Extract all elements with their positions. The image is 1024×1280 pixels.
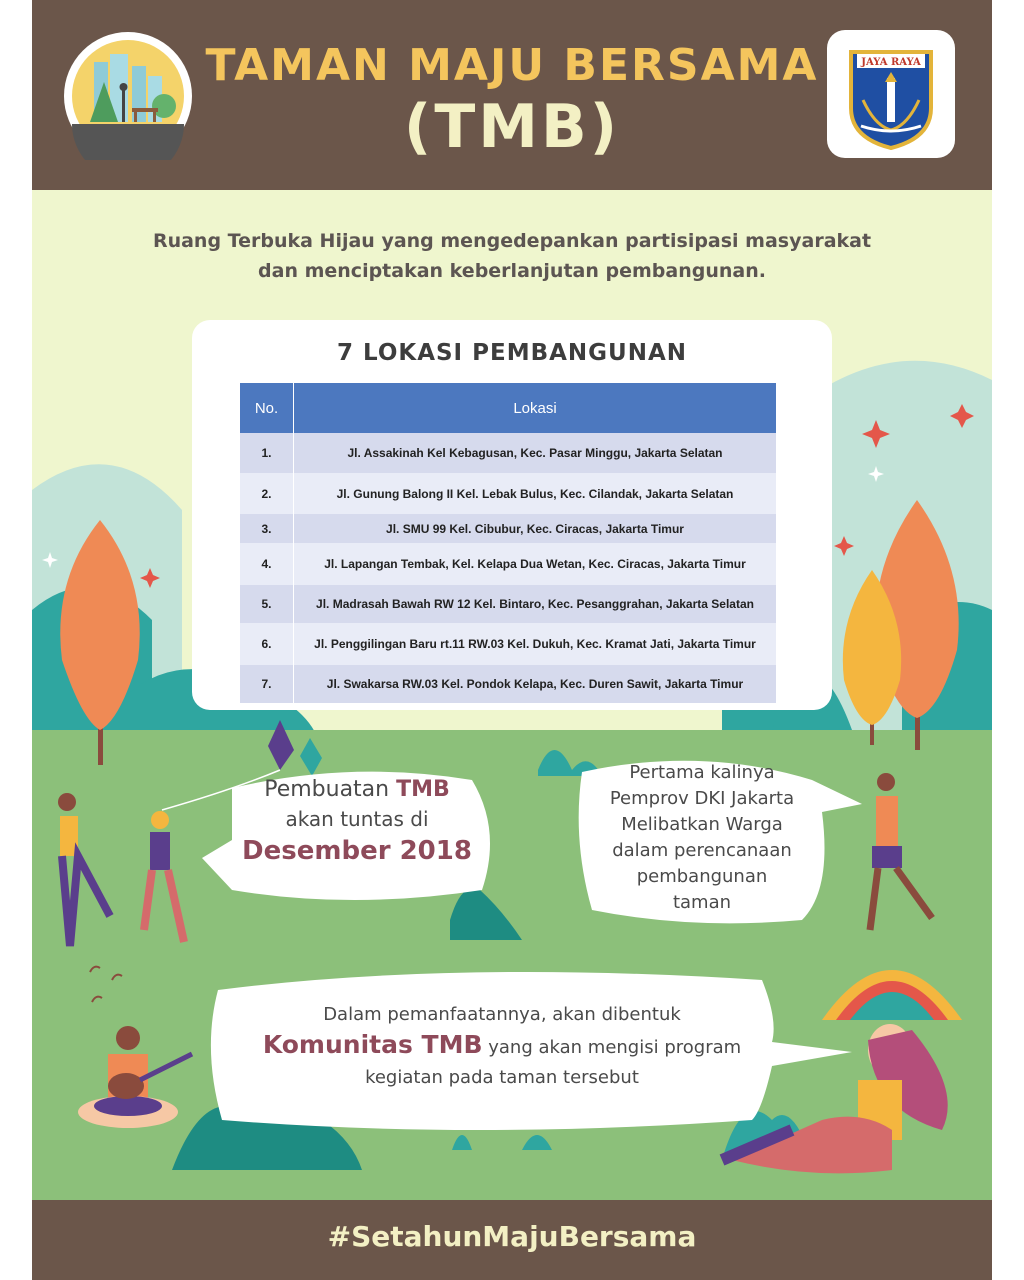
header <box>32 0 992 190</box>
row-number: 3. <box>240 514 294 543</box>
poster <box>32 0 992 1280</box>
subtitle-line-1: Ruang Terbuka Hijau yang mengedepankan partisipasi masyarakat <box>152 230 872 252</box>
bubble-community-line-1: Dalam pemanfaatannya, akan dibentuk <box>323 1004 681 1025</box>
subtitle <box>92 226 932 286</box>
row-number: 5. <box>240 585 294 623</box>
bubble-participation-line: Pertama kalinya <box>629 762 775 783</box>
jakarta-seal-logo <box>827 30 955 158</box>
bubble-completion-line-2: akan tuntas di <box>285 807 429 831</box>
table-row <box>240 665 776 703</box>
table-row <box>240 473 776 514</box>
column-header-lokasi: Lokasi <box>294 383 776 433</box>
locations-title: 7 LOKASI PEMBANGUNAN <box>336 340 688 366</box>
bubble-participation-line: pembangunan <box>636 866 768 887</box>
row-number: 7. <box>240 665 294 703</box>
footer <box>32 1200 992 1280</box>
table-row <box>240 433 776 473</box>
table-row <box>240 585 776 623</box>
bubble-community-highlight: Komunitas TMB <box>262 1030 483 1059</box>
seal-text: JAYA RAYA <box>861 57 921 68</box>
row-number: 2. <box>240 473 294 514</box>
bubble-community-text <box>232 1000 772 1093</box>
row-location: Jl. Assakinah Kel Kebagusan, Kec. Pasar Minggu, Jakarta Selatan <box>294 433 776 473</box>
bubble-completion-date: Desember 2018 <box>242 836 472 866</box>
jakarta-emblem-icon <box>827 30 955 158</box>
row-number: 4. <box>240 543 294 585</box>
table-header-row <box>240 383 776 433</box>
title-line-1: TAMAN MAJU BERSAMA <box>205 40 819 91</box>
bubble-completion-prefix: Pembuatan <box>264 777 397 802</box>
table-row <box>240 623 776 665</box>
row-location: Jl. SMU 99 Kel. Cibubur, Kec. Ciracas, Jakarta Timur <box>294 514 776 543</box>
bubble-completion-text <box>237 775 477 869</box>
column-header-no: No. <box>240 383 294 433</box>
title-line-2: (TMB) <box>403 92 621 162</box>
row-number: 1. <box>240 433 294 473</box>
row-location: Jl. Madrasah Bawah RW 12 Kel. Bintaro, Kec. Pesanggrahan, Jakarta Selatan <box>294 585 776 623</box>
row-location: Jl. Gunung Balong II Kel. Lebak Bulus, Kec. Cilandak, Jakarta Selatan <box>294 473 776 514</box>
locations-card <box>192 320 832 710</box>
bubble-participation-line: dalam perencanaan <box>612 840 792 861</box>
row-location: Jl. Penggilingan Baru rt.11 RW.03 Kel. Dukuh, Kec. Kramat Jati, Jakarta Timur <box>294 623 776 665</box>
row-number: 6. <box>240 623 294 665</box>
table-row <box>240 514 776 543</box>
row-location: Jl. Swakarsa RW.03 Kel. Pondok Kelapa, Kec. Duren Sawit, Jakarta Timur <box>294 665 776 703</box>
subtitle-line-2: dan menciptakan keberlanjutan pembangunan. <box>258 260 766 282</box>
park-scene <box>32 190 992 1200</box>
bubble-community-line-2: yang akan mengisi program <box>482 1037 742 1058</box>
bubble-completion-highlight: TMB <box>396 777 450 802</box>
bubble-participation-text <box>592 760 812 916</box>
bubble-participation-line: Melibatkan Warga <box>621 814 783 835</box>
row-location: Jl. Lapangan Tembak, Kel. Kelapa Dua Wetan, Kec. Ciracas, Jakarta Timur <box>294 543 776 585</box>
bubble-participation-line: Pemprov DKI Jakarta <box>609 788 795 809</box>
locations-table <box>240 383 776 703</box>
bubble-participation-line: taman <box>672 892 732 913</box>
bubble-community-line-3: kegiatan pada taman tersebut <box>365 1067 639 1088</box>
footer-hashtag: #SetahunMajuBersama <box>327 1220 697 1253</box>
table-row <box>240 543 776 585</box>
